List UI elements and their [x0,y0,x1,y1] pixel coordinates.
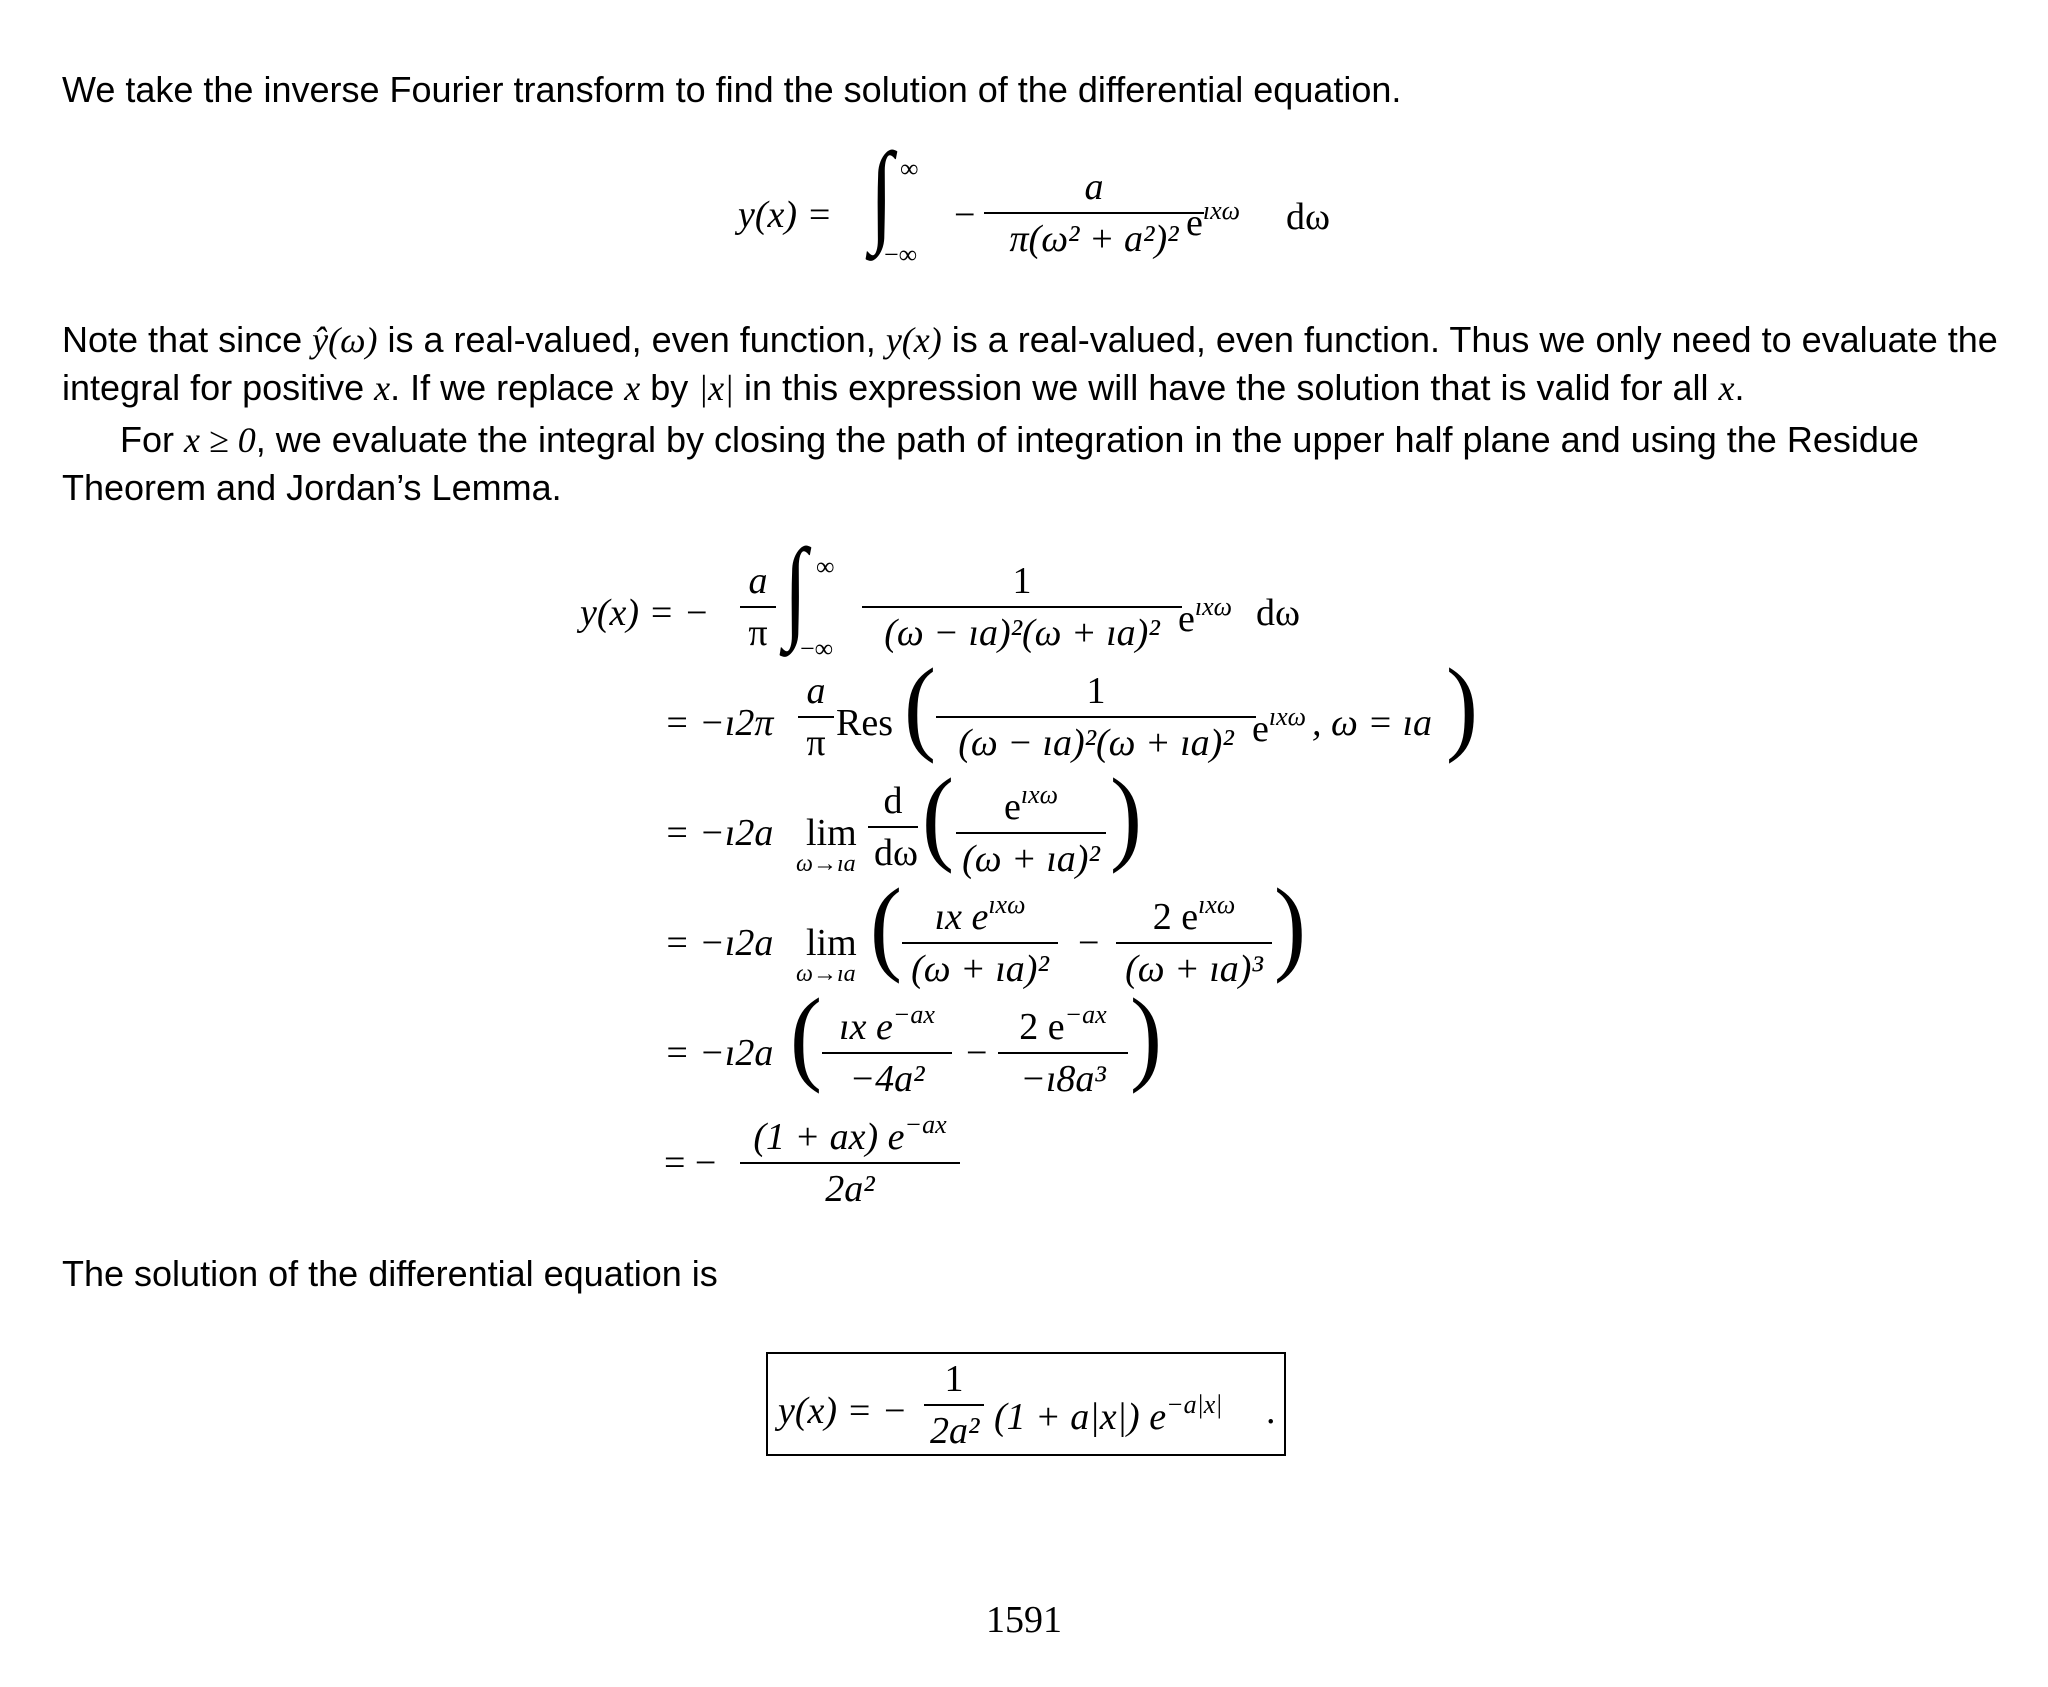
eq1-minus: − [954,194,976,236]
inline-yhat: ŷ(ω) [312,320,378,360]
solution-text: The solution of the differential equation is [62,1253,718,1294]
der-line1-exp: $e^{ıx\omega}$ [1178,592,1232,640]
final-lhs: y(x) = − [778,1390,908,1432]
eq1-int-upper: ∞ [900,154,919,183]
eq1-fraction [984,168,1204,258]
der-line1-lhs: y(x) = − [580,592,710,634]
final-fraction: $\frac{1}{\text{2a²}}$ [924,1360,984,1450]
paragraph-note: Note that since ŷ(ω) is a real-valued, even function, y(x) is a real-valued, even function. Thus we only need to evaluate the integral for positive x. If we replace x by |x| in this expression we will have the solution that is valid for all x. [62,319,1998,408]
inline-x-ge-0: x ≥ 0 [184,420,256,460]
eq1-numerator: a [1084,166,1104,208]
der-line1-frac: $\frac{1}{\text{(ω − ıa)²(ω + ıa)²}}$ [862,562,1182,652]
der-line4-eq: = −ı2a [664,922,774,964]
der-integral-sign: ∫ [784,526,808,653]
der-line6-eq: = − [664,1142,717,1184]
residue-op: Res [836,702,893,744]
der-line3-eq: = −ı2a [664,812,774,854]
paragraph-solution [62,1250,2002,1298]
final-body: (1 + a|x|) $e^{-a|x|}$ [994,1390,1223,1438]
integral-sign: ∫ [870,130,894,257]
equation-derivation: y(x) = − $\frac{a}{\pi}$ ∫ ∞ −∞ $\frac{1}{\text{(ω − ıa)²(ω + ıa)²}}$ $e^{ıx\omega}$ dω = −ı2π $\frac{a}{\pi}$ Res ( $\frac{1}{\text{(ω − ıa)²(ω + ıa)²}}$ $e^{ıx\omega}$ , ω = ıa ) = −ı2a lim ω→ıa $\frac{d}{d\omega}$ ( $e^{ıx\omega}$ (ω + ıa)² ) = −ı2a lim ω→ıa ( ıx $e^{ıx\omega}$ (ω + ıa)² − 2 $e^{ıx\omega}$ (ω + ıa)³ ) = −ı2a ( $\frac{ıx e^{-ax}}{\text{−4a²}}$ − $\frac{2 e^{-ax}}{\text{−ı8a³}}$ ) = − $\frac{(1 + ax) e^{-ax}}{\text{2a²}}$ [580,526,1478,1210]
eq1-dw: dω [1286,196,1331,238]
der-line2-eq: = −ı2π [664,702,774,744]
inline-y-x: y(x) [885,320,942,360]
eq1-lhs: y(x) = [738,194,833,236]
der-line5-eq: = −ı2a [664,1032,774,1074]
limit-op: lim [806,812,857,854]
paragraph-residue: For x ≥ 0, we evaluate the integral by closing the path of integration in the upper half plane and using the Residue Theorem and Jordan’s Lemma. [62,419,1919,508]
eq1-int-lower: −∞ [884,240,918,269]
inline-abs-x: |x| [698,368,735,408]
eq1-denominator: π(ω² + a²)² [984,212,1204,258]
eq1-exp: $e^{ıx\omega}$ [1186,196,1240,244]
paragraph-intro [62,66,2002,114]
page-number: 1591 [986,1599,1062,1641]
final-answer-box: y(x) = − $\frac{1}{\text{2a²}}$ (1 + a|x|) $e^{-a|x|}$ . [766,1352,1286,1456]
der-line1-prefrac: $\frac{a}{\pi}$ [740,562,776,652]
intro-text: We take the inverse Fourier transform to find the solution of the differential equation. [62,69,1402,110]
